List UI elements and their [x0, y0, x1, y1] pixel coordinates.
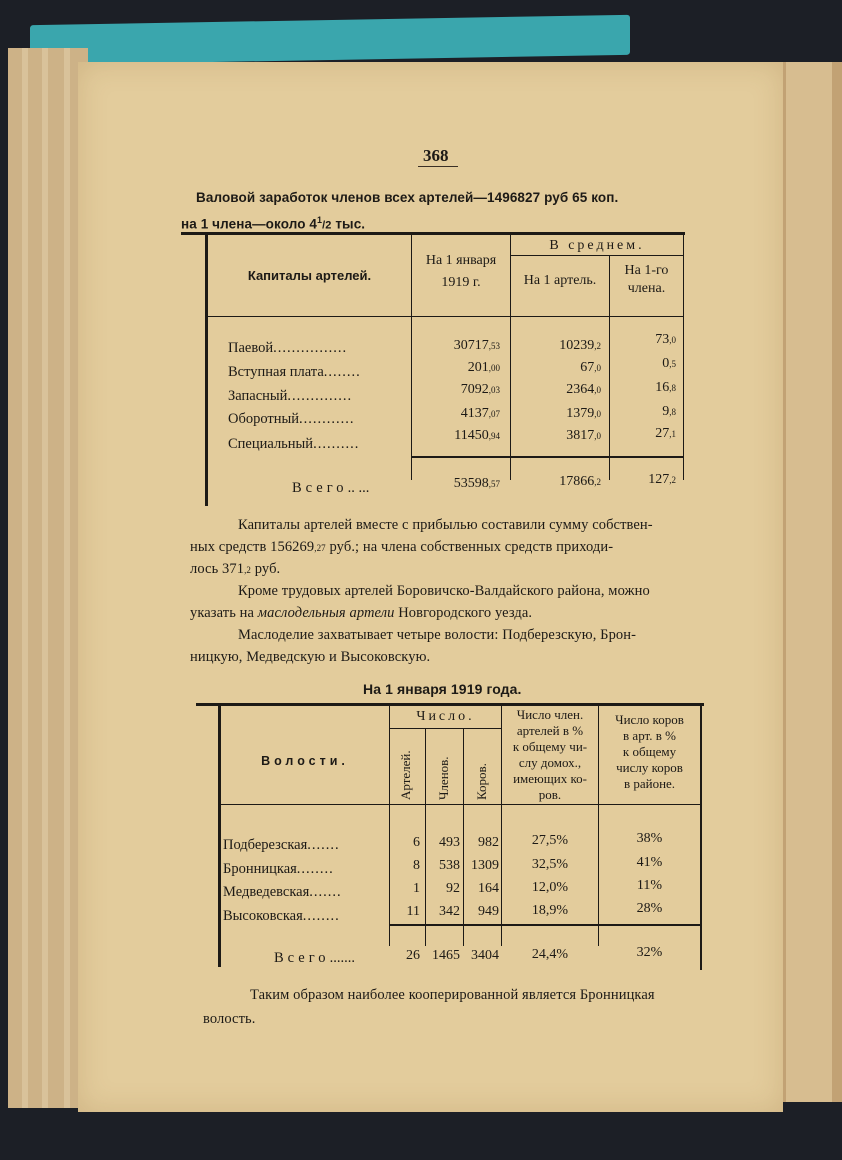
- page-number: 368: [423, 146, 449, 165]
- book-page: 368 Валовой заработок членов всех артелей—1496827 руб 65 коп. на 1 члена—около $4^1/2$ тыс. Капиталы артелей. На 1 января 1919 г. В среднем. На 1 артель. На 1-го члена. Паевой................ 30717,53 10239,2 73,0 Вступная плата........ 201,00 67,0 0,5 Запасный.............. 7092,03 2364,0 16,8 Оборотный............ 4137,07 1379,0 9,8 Специальный.......... 11450,94 3817,0 27,1 Всего.. ... 53598,57 17866,2 127,2 Капиталы артелей вместе с прибылью составили сумму собствен- ных средств 156269,27 руб.; на члена собственных средств приходи- лось 371,2 руб. Кроме трудовых артелей Боровичско-Валдайского района, можно указать на маслодельныя артели Новгородского уезда. Маслоделие захватывает четыре волости: Подберезскую, Брон- ницкую, Медведскую и Высоковскую. На 1 января 1919 года. Волости. Число. Артелей. Членов. Коров. Число член. артелей в % к общему чи- слу домох., имеющих ко- ров. Число коров в арт. в % к общему числу коров в районе. Подберезская....... 6 493 982 27,5% 38% Бронницкая........ 8 538 1309 32,5% 41% Медведевская....... 1 92 164 12,0% 11% Высоковская........ 11 342 949 18,9% 28% Всего....... 26 1465 3404 24,4% 32% Таким образом наиболее кооперированной является Бронницкая волость.: [78, 62, 783, 1112]
- closing-line-1: Таким образом наиболее кооперированной является Бронницкая: [250, 987, 655, 1003]
- table2-title: На 1 января 1919 года.: [363, 681, 522, 697]
- intro-line-1: Валовой заработок членов всех артелей—1496827 руб 65 коп.: [196, 190, 619, 205]
- volost-head-label: Волости.: [261, 754, 349, 768]
- capital-head-label: Капиталы артелей.: [247, 268, 372, 283]
- body-p3-line2: ницкую, Медведскую и Высоковскую.: [190, 649, 431, 665]
- page-number-underline: [418, 166, 458, 167]
- volost-head-pct-members: Число член. артелей в % к общему чи- слу домох., имеющих ко- ров.: [512, 707, 588, 802]
- closing-line-2: волость.: [203, 1011, 256, 1027]
- capital-head-per-artel: На 1 артель.: [523, 273, 597, 288]
- left-page-stack: [8, 48, 88, 1108]
- capital-head-jan-year: 1919 г.: [441, 275, 481, 290]
- volost-head-artels: Артелей.: [398, 750, 413, 800]
- capital-head-per-member: На 1-го: [624, 263, 669, 278]
- volost-head-members: Членов.: [436, 756, 451, 800]
- volost-head-count: Число.: [416, 709, 475, 724]
- body-p3-line1: Маслоделие захватывает четыре волости: Подберезскую, Брон-: [238, 627, 637, 643]
- volost-head-pct-cows: Число коров в арт. в % к общему числу коров в районе.: [615, 712, 684, 791]
- body-p1-line3: лось 371,2 руб.: [190, 561, 281, 577]
- capital-head-per-member-2: члена.: [627, 281, 666, 296]
- book-cover-edge: [30, 15, 630, 65]
- capital-head-avg: В среднем.: [549, 238, 645, 253]
- body-p1-line2: ных средств 156269,27 руб.; на члена собственных средств приходи-: [190, 539, 614, 555]
- body-p2-line2: указать на маслодельныя артели Новгородского уезда.: [190, 605, 533, 621]
- body-p1-line1: Капиталы артелей вместе с прибылью составили сумму собствен-: [238, 517, 653, 533]
- right-page-stack: [780, 62, 842, 1102]
- volost-head-cows: Коров.: [474, 763, 489, 800]
- body-p2-line1: Кроме трудовых артелей Боровичско-Валдайского района, можно: [238, 583, 650, 599]
- capital-head-jan: На 1 января: [425, 253, 497, 268]
- intro-line-2: на 1 члена—около $4^1/2$ тыс.: [181, 215, 366, 232]
